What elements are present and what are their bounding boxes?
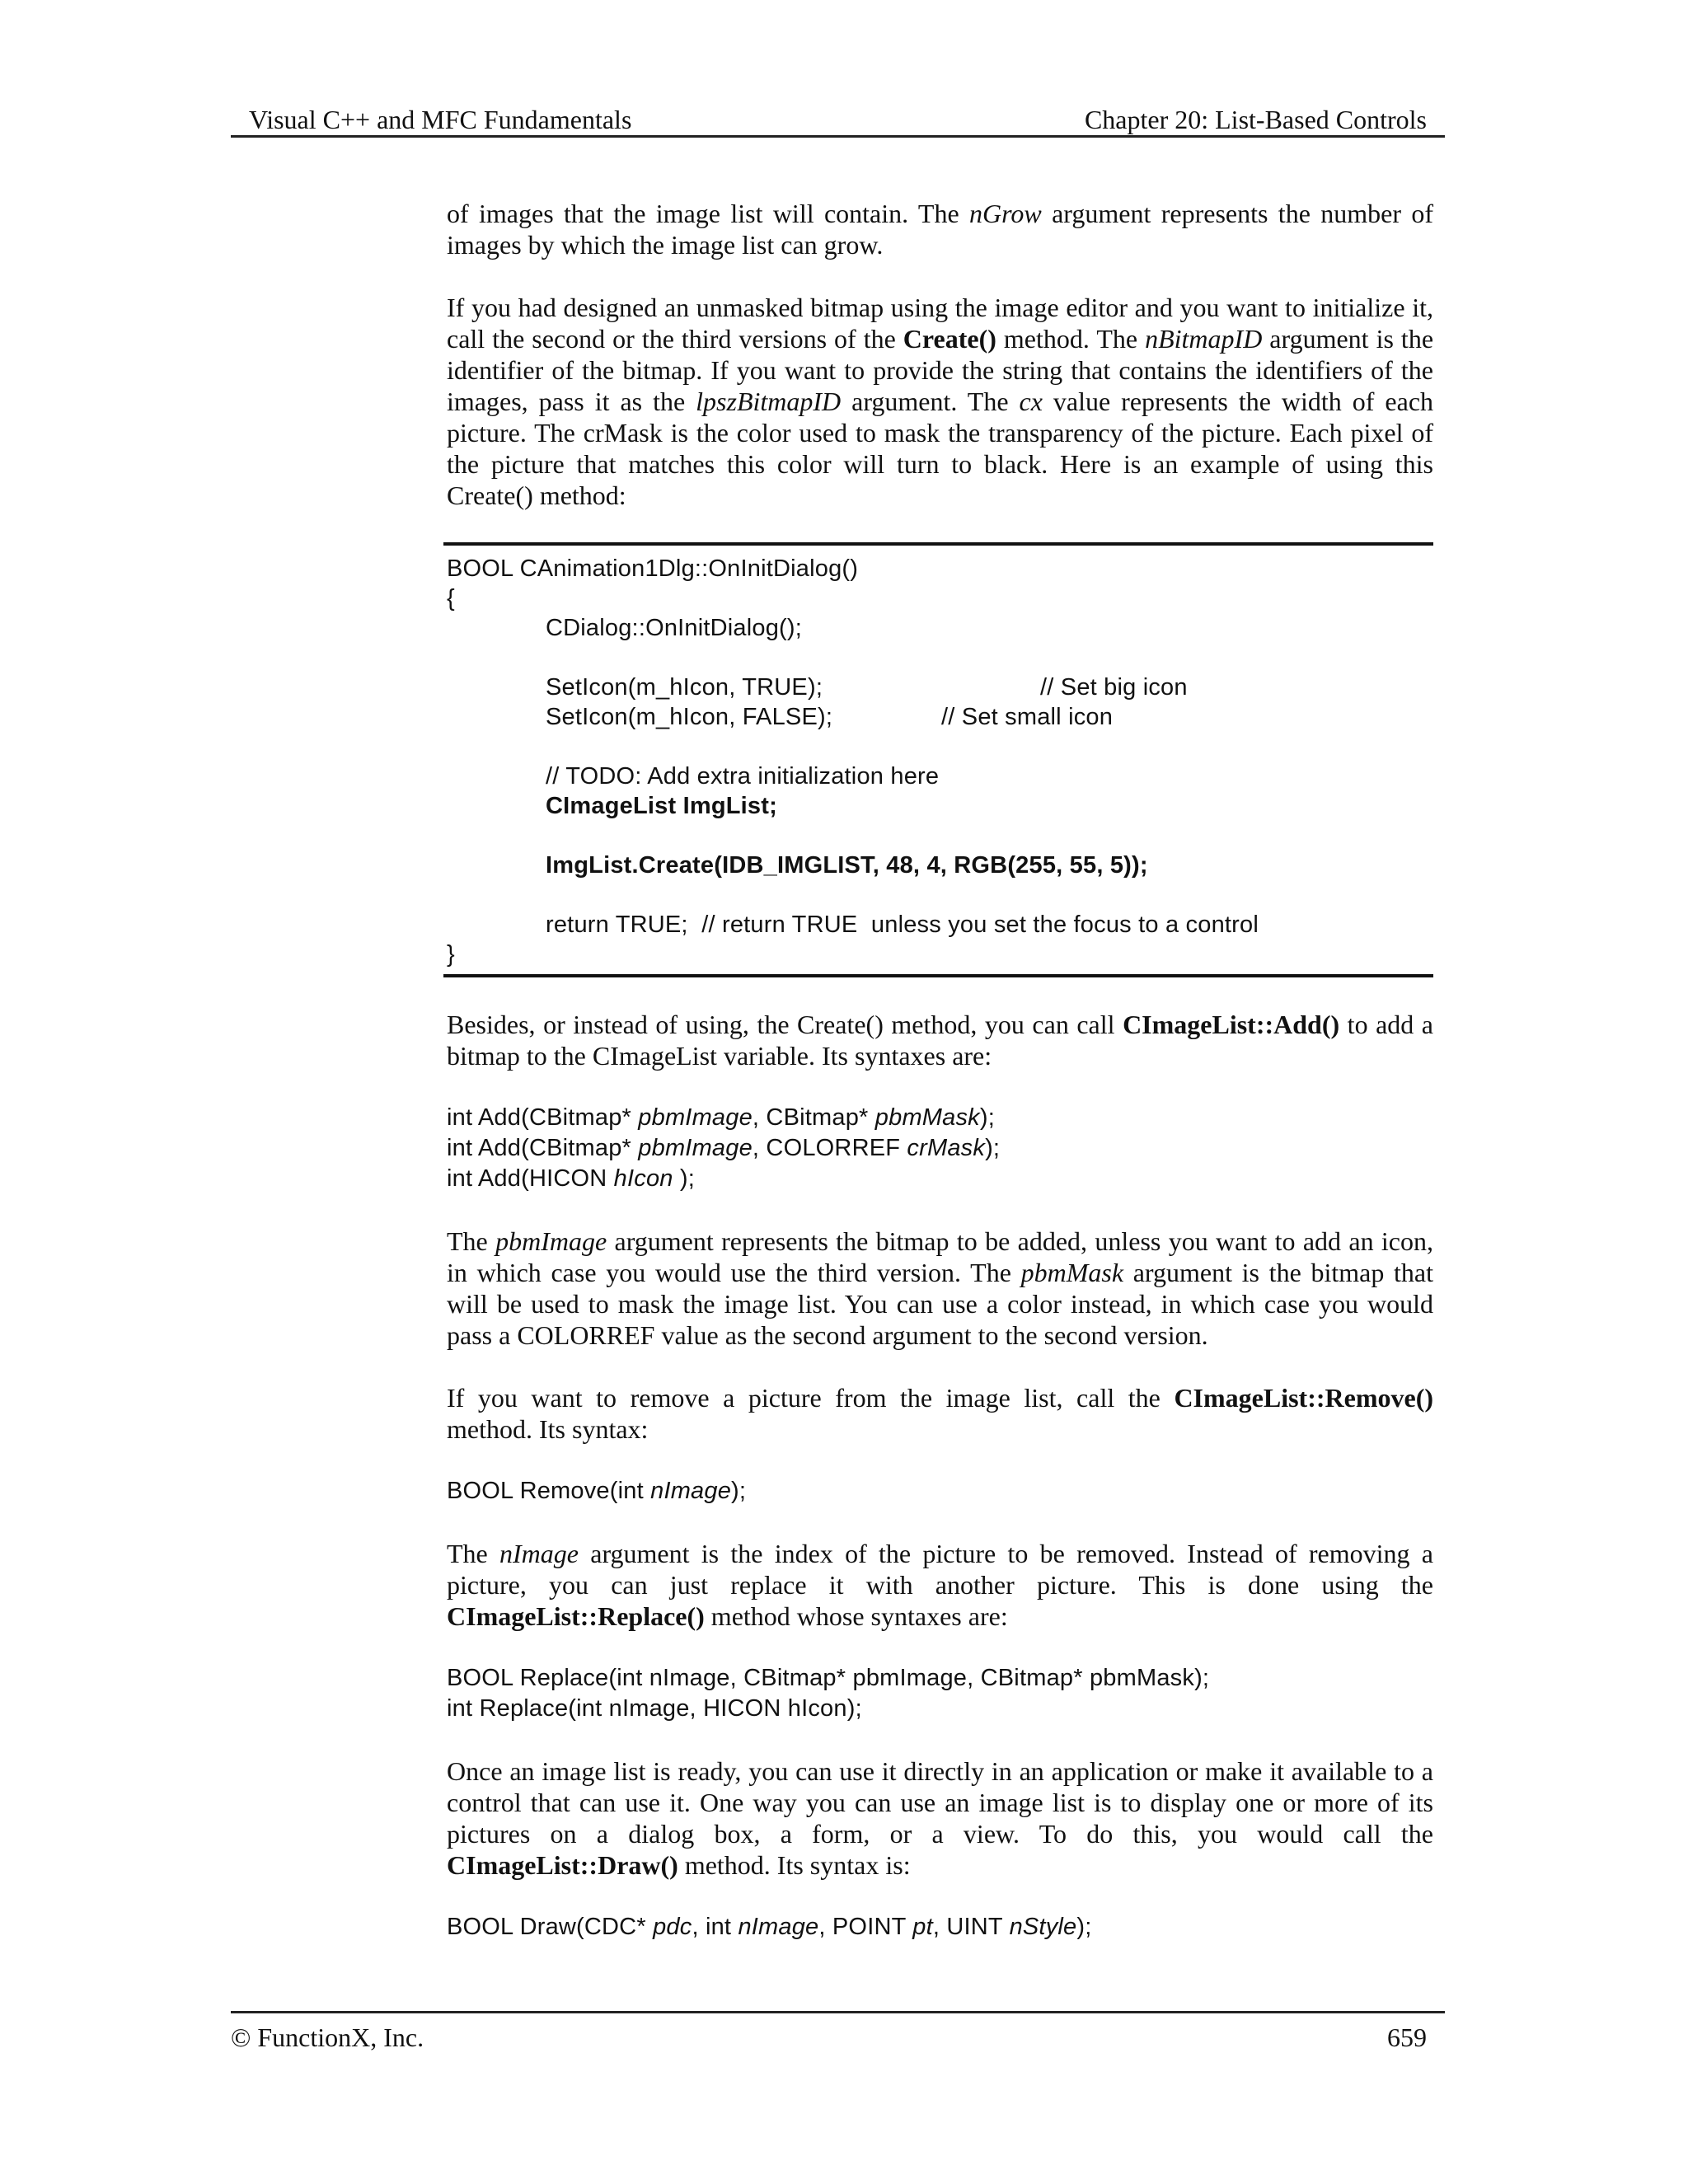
draw-syntax-block — [447, 1912, 1433, 1943]
code-line: BOOL Replace(int nImage, CBitmap* pbmImage, CBitmap* pbmMask); — [447, 1665, 1210, 1691]
code-line: SetIcon(m_hIcon, FALSE); // Set small icon — [546, 704, 1114, 730]
paragraph-add: Besides, or instead of using, the Create() method, you can call CImageList::Add() to add a bitmap to the CImageList variable. Its syntaxes are: — [447, 1010, 1434, 1071]
paragraph-replace: The nImage argument is the index of the picture to be removed. Instead of removing a picture, you can just replace it with another picture. This is done using the CImageList::Replace() method whose syntaxes are: — [447, 1539, 1434, 1631]
code-line: // TODO: Add extra initialization here — [546, 763, 940, 790]
code-line: return TRUE; // return TRUE unless you set the focus to a control — [546, 912, 1259, 938]
remove-syntax-block — [447, 1476, 1433, 1507]
paragraph-create-bitmap: If you had designed an unmasked bitmap using the image editor and you want to initialize it, call the second or the third versions of the Create() method. The nBitmapID argument is the identifier of the bitmap. If you want to provide the string that contains the identifiers of the images, pass it as the lpszBitmapID argument. The cx value represents the width of each picture. The crMask is the color used to mask the transparency of the picture. Each pixel of the picture that matches this color will turn to black. Here is an example of using this Create() method: — [447, 293, 1434, 510]
code-line: CDialog::OnInitDialog(); — [546, 615, 803, 641]
code-line: BOOL Draw(CDC* pdc, int nImage, POINT pt, UINT nStyle); — [447, 1914, 1092, 1940]
add-syntax-block — [447, 1103, 1433, 1194]
paragraph-remove: If you want to remove a picture from the image list, call the CImageList::Remove() method. Its syntax: — [447, 1383, 1433, 1444]
code-line: int Add(HICON hIcon ); — [447, 1165, 695, 1192]
running-footer — [231, 2011, 1445, 2052]
paragraph-ngrow: of images that the image list will contain. The nGrow argument represents the number of images by which the image list can grow. — [447, 199, 1434, 260]
code-line: CImageList ImgList; — [546, 793, 777, 819]
code-line: ImgList.Create(IDB_IMGLIST, 48, 4, RGB(255, 55, 5)); — [546, 852, 1148, 879]
copyright: © FunctionX, Inc. — [231, 2022, 424, 2052]
page-number: 659 — [1387, 2022, 1427, 2052]
code-line: BOOL CAnimation1Dlg::OnInitDialog() — [447, 555, 859, 582]
replace-syntax-block — [447, 1663, 1433, 1724]
code-line: int Add(CBitmap* pbmImage, CBitmap* pbmMask); — [447, 1104, 996, 1131]
code-comment: // Set big icon — [1040, 674, 1188, 701]
code-comment: // Set small icon — [941, 704, 1114, 730]
code-line: BOOL Remove(int nImage); — [447, 1478, 747, 1504]
code-line: int Add(CBitmap* pbmImage, COLORREF crMask); — [447, 1135, 1001, 1161]
code-line: { — [447, 585, 455, 612]
code-example-oninitdialog — [443, 542, 1433, 977]
code-line: SetIcon(m_hIcon, TRUE); // Set big icon — [546, 674, 1188, 701]
code-line: int Replace(int nImage, HICON hIcon); — [447, 1695, 862, 1722]
chapter-title: Chapter 20: List-Based Controls — [1084, 105, 1427, 134]
paragraph-draw: Once an image list is ready, you can use it directly in an application or make it available to a control that can use it. One way you can use an image list is to display one or more of its pictures on a dialog box, a form, or a view. To do this, you would call the CImageList::Draw() method. Its syntax is: — [447, 1756, 1433, 1880]
code-line: } — [447, 941, 455, 968]
running-header — [231, 97, 1445, 138]
paragraph-pbmimage: The pbmImage argument represents the bitmap to be added, unless you want to add an icon, in which case you would use the third version. The pbmMask argument is the bitmap that will be used to mask the image list. You can use a color instead, in which case you would pass a COLORREF value as the second argument to the second version. — [447, 1226, 1434, 1350]
page-content — [447, 198, 1433, 1974]
book-title: Visual C++ and MFC Fundamentals — [249, 105, 632, 134]
